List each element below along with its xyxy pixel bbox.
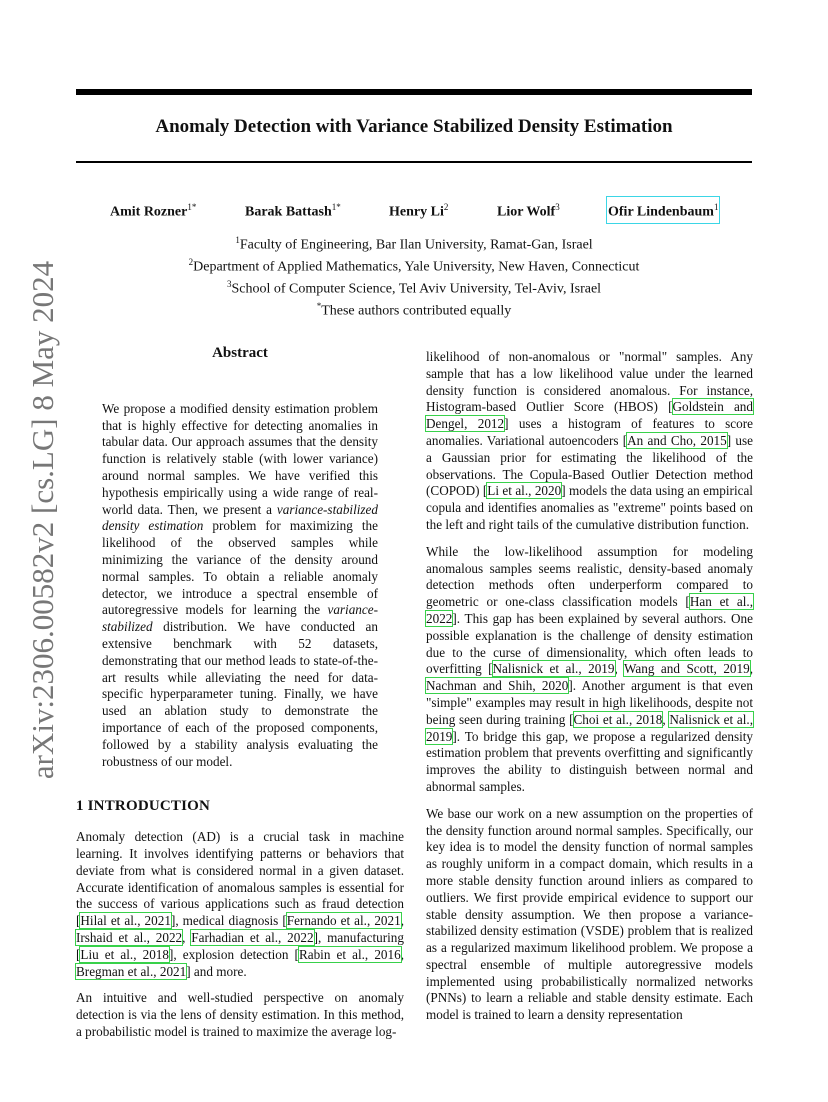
right-column xyxy=(426,349,753,1034)
citation-link[interactable]: Liu et al., 2018 xyxy=(80,946,169,962)
citation-link[interactable]: Irshaid et al., 2022 xyxy=(76,929,183,945)
affiliation-3: $^3$School of Computer Science, Tel Aviv University, Tel-Aviv, Israel xyxy=(226,279,602,297)
citation-link[interactable]: Farhadian et al., 2022 xyxy=(191,929,314,945)
citation-link[interactable]: Nalisnick et al., 2019 xyxy=(492,661,615,677)
citation-link[interactable]: Li et al., 2020 xyxy=(487,483,562,499)
left-column xyxy=(76,345,404,1051)
citation-link[interactable]: Fernando et al., 2021 xyxy=(286,913,401,929)
abstract-text: We propose a modified density estimation problem that is highly effective for detecting anomalies in tabular data. Our approach assumes that the density function is relatively stable (with lower variance) around normal samples. We have verified this hypothesis empirically using a wide range of real-world data. Then, we present a variance-stabilized density estimation problem for maximizing the likelihood of the observed samples while minimizing the variance of the density around normal samples. To obtain a reliable anomaly detector, we introduce a spectral ensemble of autoregressive models for learning the variance-stabilized distribution. We have conducted an extensive benchmark with 52 datasets, demonstrating that our method leads to state-of-the-art results while alleviating the need for data-specific hyperparameter tuning. Finally, we have used an ablation study to demonstrate the importance of each of the proposed components, followed by a stability analysis evaluating the robustness of our model. xyxy=(102,400,378,769)
author-5-link[interactable]: Ofir Lindenbaum$^1$ xyxy=(607,197,719,223)
citation-link[interactable]: Nalisnick et al., 2019 xyxy=(426,711,754,744)
affiliation-1: $^1$Faculty of Engineering, Bar Ilan University, Ramat-Gan, Israel xyxy=(235,235,593,253)
section-heading-introduction: 1 INTRODUCTION xyxy=(76,798,211,815)
citation-link[interactable]: Choi et al., 2018 xyxy=(573,711,663,727)
right-paragraph-3: We base our work on a new assumption on the properties of the density function around normal samples. Specifically, our key idea is to model the density function of normal samples as roughly uniform in a compact domain, which results in a more stable density function around inliers as compared to outliers. We first provide empirical evidence to support our stable density assumption. We then propose a variance-stabilized density estimation (VSDE) problem that is realized as a regularized maximum likelihood problem. We propose a spectral ensemble of multiple autoregressive models implemented using probabilistically normalized networks (PNNs) to learn a reliable and stable density estimate. Each model is trained to learn a density representation xyxy=(426,805,753,1023)
citation-link[interactable]: Bregman et al., 2021 xyxy=(76,963,187,979)
citation-link[interactable]: Han et al., 2022 xyxy=(426,594,753,626)
paper-title: Anomaly Detection with Variance Stabilized Density Estimation xyxy=(155,116,673,137)
citation-link[interactable]: Wang and Scott, 2019 xyxy=(624,661,750,677)
intro-paragraph-1: Anomaly detection (AD) is a crucial task in machine learning. It involves identifying patterns or behaviors that deviate from what is considered normal in a given dataset. Accurate identification of anomalous samples is essential for the success of various applications such as fraud detection [Hilal et al., 2021], medical diagnosis [Fernando et al., 2021, Irshaid et al., 2022, Farhadian et al., 2022], manufacturing [Liu et al., 2018], explosion detection [Rabin et al., 2016, Bregman et al., 2021] and more. xyxy=(76,829,404,979)
affiliations xyxy=(76,232,752,321)
title-rule-bottom xyxy=(76,161,752,163)
author-2: Barak Battash$^{1*}$ xyxy=(245,202,341,220)
citation-link[interactable]: Rabin et al., 2016 xyxy=(298,946,401,962)
right-paragraph-1: likelihood of non-anomalous or "normal" samples. Any sample that has a low likelihood value under the learned density function is considered anomalous. For instance, Histogram-based Outlier Score (HBOS) [Goldstein and Dengel, 2012] uses a histogram of features to score anomalies. Variational autoencoders [An and Cho, 2015] use a Gaussian prior for estimating the likelihood of the observations. The Copula-Based Outlier Detection method (COPOD) [Li et al., 2020] models the data using an empirical copula and identifies anomalies as "extreme" points based on the left and right tails of the cumulative distribution function. xyxy=(426,349,754,532)
citation-link[interactable]: Goldstein and Dengel, 2012 xyxy=(426,399,753,432)
affiliation-2: $^2$Department of Applied Mathematics, Yale University, New Haven, Connecticut xyxy=(188,257,640,275)
author-4: Lior Wolf$^3$ xyxy=(497,202,560,220)
citation-link[interactable]: Hilal et al., 2021 xyxy=(80,913,171,929)
author-3: Henry Li$^2$ xyxy=(389,202,449,220)
author-list xyxy=(76,197,752,219)
abstract-heading: Abstract xyxy=(212,345,268,361)
author-1: Amit Rozner$^{1*}$ xyxy=(110,202,197,220)
citation-link[interactable]: Nachman and Shih, 2020 xyxy=(426,678,569,694)
right-paragraph-2: While the low-likelihood assumption for modeling anomalous samples seems realistic, density-based anomaly detection methods often underperform compared to geometric or one-class classification models [Han et al., 2022]. This gap has been explained by several authors. One possible explanation is the challenge of density estimation due to the curse of dimensionality, which often leads to overfitting [Nalisnick et al., 2019, Wang and Scott, 2019, Nachman and Shih, 2020]. Another argument is that even "simple" examples may result in high likelihoods, despite not being seen during training [Choi et al., 2018, Nalisnick et al., 2019]. To bridge this gap, we propose a regularized density estimation problem that prevents overfitting and significantly improves the ability to distinguish between normal and abnormal samples. xyxy=(426,543,754,794)
equal-contribution-note: *These authors contributed equally xyxy=(316,301,512,320)
arxiv-stamp: arXiv:2306.00582v2 [cs.LG] 8 May 2024 xyxy=(25,260,60,780)
intro-paragraph-2: An intuitive and well-studied perspective on anomaly detection is via the lens of density estimation. In this method, a probabilistic model is trained to maximize the average log- xyxy=(76,990,404,1039)
citation-link[interactable]: An and Cho, 2015 xyxy=(627,432,727,448)
title-rule-top xyxy=(76,89,752,95)
